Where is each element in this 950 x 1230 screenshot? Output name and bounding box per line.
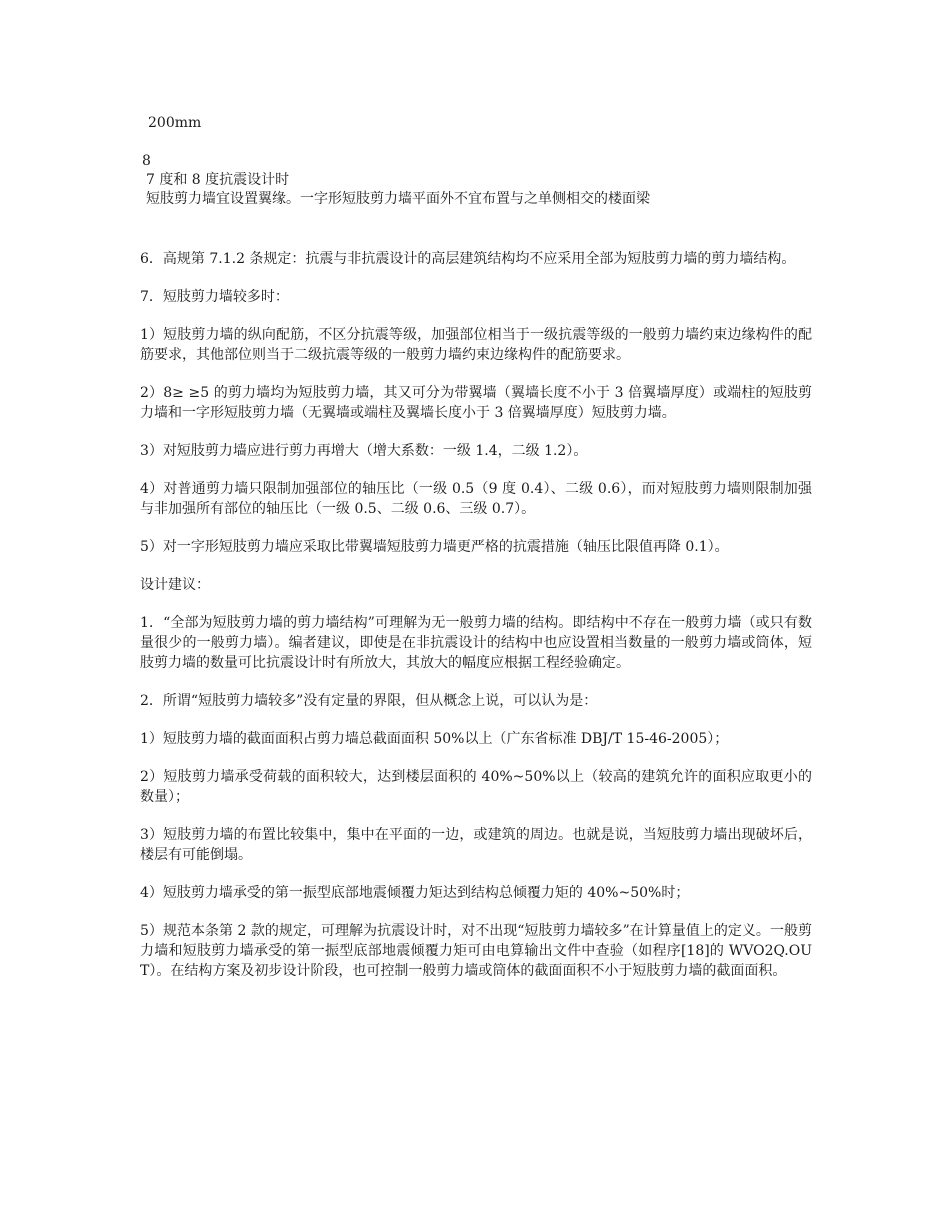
section-heading: 设计建议： xyxy=(140,577,210,593)
paragraph: 2）短肢剪力墙承受荷载的面积较大，达到楼层面积的 40%~50%以上（较高的建筑允许的面积应取更小的数量）； xyxy=(140,769,812,805)
paragraph: 1）短肢剪力墙的纵向配筋，不区分抗震等级，加强部位相当于一级抗震等级的一般剪力墙约束边缘构件的配筋要求，其他部位则当于二级抗震等级的一般剪力墙约束边缘构件的配筋要求。 xyxy=(140,327,812,363)
fragment-number: 8 xyxy=(142,153,151,169)
paragraph: 3）对短肢剪力墙应进行剪力再增大（增大系数：一级 1.4，二级 1.2）。 xyxy=(140,443,588,459)
paragraph: 5）对一字形短肢剪力墙应采取比带翼墙短肢剪力墙更严格的抗震措施（轴压比限值再降 0.1）。 xyxy=(140,539,729,555)
paragraph: 4）对普通剪力墙只限制加强部位的轴压比（一级 0.5（9 度 0.4）、二级 0.6），而对短肢剪力墙则限制加强与非加强所有部位的轴压比（一级 0.5、二级 0.6、三级 0.7）。 xyxy=(140,481,812,517)
paragraph: 4）短肢剪力墙承受的第一振型底部地震倾覆力矩达到结构总倾覆力矩的 40%~50%时； xyxy=(140,885,690,901)
document-body xyxy=(140,249,812,999)
paragraph: 3）短肢剪力墙的布置比较集中，集中在平面的一边，或建筑的周边。也就是说，当短肢剪力墙出现破坏后，楼层有可能倒塌。 xyxy=(140,827,812,863)
paragraph: 6．高规第 7.1.2 条规定：抗震与非抗震设计的高层建筑结构均不应采用全部为短肢剪力墙的剪力墙结构。 xyxy=(140,251,796,267)
paragraph: 2．所谓“短肢剪力墙较多”没有定量的界限，但从概念上说，可以认为是： xyxy=(140,693,598,709)
fragment-size: 200mm xyxy=(148,115,202,131)
fragment-wing-note: 短肢剪力墙宜设置翼缘。一字形短肢剪力墙平面外不宜布置与之单侧相交的楼面梁 xyxy=(146,191,650,207)
paragraph: 1．“全部为短肢剪力墙的剪力墙结构”可理解为无一般剪力墙的结构。即结构中不存在一般剪力墙（或只有数量很少的一般剪力墙）。编者建议，即使是在非抗震设计的结构中也应设置相当数量的一般剪力墙或筒体，短肢剪力墙的数量可比抗震设计时有所放大，其放大的幅度应根据工程经验确定。 xyxy=(140,615,812,671)
paragraph: 1）短肢剪力墙的截面面积占剪力墙总截面面积 50%以上（广东省标准 DBJ/T 15-46-2005）； xyxy=(140,731,729,747)
fragment-seismic-degree: 7 度和 8 度抗震设计时 xyxy=(146,172,290,188)
paragraph: 5）规范本条第 2 款的规定，可理解为抗震设计时，对不出现“短肢剪力墙较多”在计算量值上的定义。一般剪力墙和短肢剪力墙承受的第一振型底部地震倾覆力矩可由电算输出文件中查验（如程序[18]的 WVO2Q.OUT）。在结构方案及初步设计阶段，也可控制一般剪力墙或筒体的截面面积不小于短肢剪力墙的截面面积。 xyxy=(140,923,812,979)
paragraph: 7．短肢剪力墙较多时： xyxy=(140,289,289,305)
paragraph: 2）8≥ ≥5 的剪力墙均为短肢剪力墙，其又可分为带翼墙（翼墙长度不小于 3 倍翼墙厚度）或端柱的短肢剪力墙和一字形短肢剪力墙（无翼墙或端柱及翼墙长度小于 3 倍翼墙厚度）短肢剪力墙。 xyxy=(140,385,812,421)
